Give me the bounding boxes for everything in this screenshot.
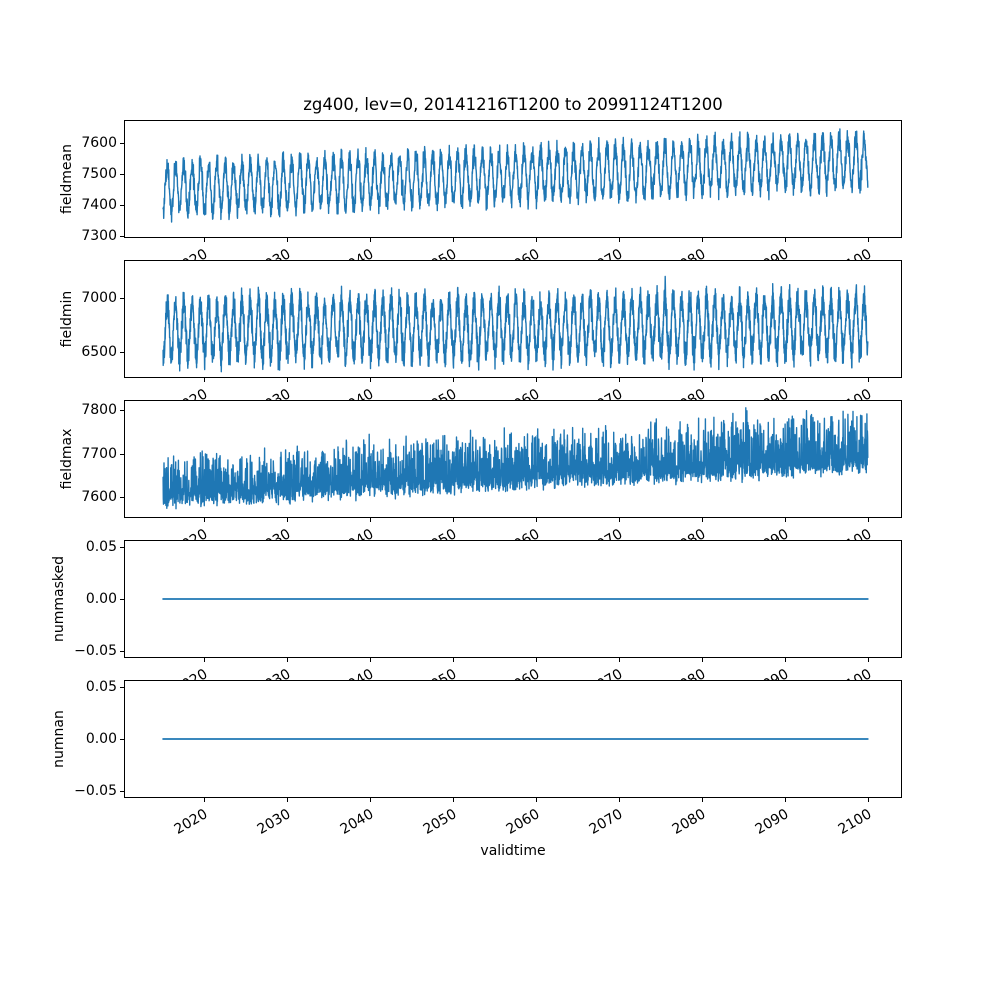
y-tick-mark: [120, 687, 124, 688]
y-tick-mark: [120, 497, 124, 498]
x-tick-mark: [204, 658, 205, 662]
subplot-fieldmin: [124, 260, 902, 378]
x-tick-label: 2030: [254, 806, 294, 838]
x-tick-mark: [287, 658, 288, 662]
y-tick-mark: [120, 651, 124, 652]
subplot-fieldmean: [124, 120, 902, 238]
x-tick-mark: [536, 658, 537, 662]
x-tick-label: 2070: [586, 806, 626, 838]
x-tick-mark: [785, 238, 786, 242]
y-tick-mark: [120, 410, 124, 411]
nummasked-ylabel: nummasked: [51, 556, 67, 643]
y-tick-label: 7300: [81, 228, 117, 244]
x-tick-mark: [287, 518, 288, 522]
fieldmin-series-line: [163, 277, 868, 372]
figure-title: zg400, lev=0, 20141216T1200 to 20991124T1200: [303, 95, 723, 114]
nummasked-plot-area: [125, 541, 901, 657]
x-tick-mark: [702, 798, 703, 802]
x-tick-mark: [287, 238, 288, 242]
x-tick-mark: [702, 658, 703, 662]
numnan-ylabel: numnan: [51, 710, 67, 768]
x-tick-mark: [370, 378, 371, 382]
x-tick-mark: [453, 378, 454, 382]
x-tick-label: 2060: [503, 806, 543, 838]
x-tick-mark: [702, 378, 703, 382]
x-tick-label: 2090: [752, 806, 792, 838]
x-tick-mark: [785, 518, 786, 522]
x-tick-mark: [702, 518, 703, 522]
y-tick-mark: [120, 236, 124, 237]
x-tick-mark: [619, 798, 620, 802]
y-tick-label: −0.05: [74, 643, 117, 659]
y-tick-label: 7700: [81, 446, 117, 462]
y-tick-mark: [120, 791, 124, 792]
x-tick-mark: [868, 658, 869, 662]
y-tick-label: 7400: [81, 197, 117, 213]
y-tick-label: 7000: [81, 290, 117, 306]
y-tick-label: 0.05: [85, 539, 117, 555]
y-tick-label: 7600: [81, 135, 117, 151]
x-tick-mark: [536, 518, 537, 522]
x-tick-label: 2020: [171, 806, 211, 838]
fieldmax-series-line: [163, 408, 868, 509]
subplot-nummasked: [124, 540, 902, 658]
x-tick-label: 2080: [669, 806, 709, 838]
y-tick-label: 7800: [81, 402, 117, 418]
fieldmax-plot-area: [125, 401, 901, 517]
x-tick-mark: [453, 798, 454, 802]
x-tick-mark: [619, 378, 620, 382]
x-tick-mark: [868, 518, 869, 522]
fieldmin-ylabel: fieldmin: [59, 290, 75, 348]
x-tick-mark: [453, 238, 454, 242]
x-tick-mark: [619, 658, 620, 662]
x-tick-mark: [868, 238, 869, 242]
x-tick-mark: [868, 378, 869, 382]
x-tick-mark: [287, 798, 288, 802]
x-tick-mark: [619, 518, 620, 522]
x-tick-mark: [204, 518, 205, 522]
x-tick-mark: [536, 798, 537, 802]
fieldmean-ylabel: fieldmean: [59, 144, 75, 214]
y-tick-label: 6500: [81, 344, 117, 360]
x-tick-mark: [536, 378, 537, 382]
y-tick-mark: [120, 739, 124, 740]
x-tick-label: 2050: [420, 806, 460, 838]
y-tick-label: 7600: [81, 489, 117, 505]
x-tick-mark: [785, 378, 786, 382]
y-tick-mark: [120, 205, 124, 206]
y-tick-label: −0.05: [74, 783, 117, 799]
y-tick-mark: [120, 599, 124, 600]
x-tick-mark: [370, 238, 371, 242]
fieldmax-ylabel: fieldmax: [59, 428, 75, 490]
y-tick-label: 0.00: [85, 731, 117, 747]
x-tick-mark: [204, 238, 205, 242]
x-tick-mark: [619, 238, 620, 242]
subplot-numnan: [124, 680, 902, 798]
x-axis-title: validtime: [480, 843, 546, 859]
y-tick-mark: [120, 352, 124, 353]
x-tick-label: 2100: [835, 806, 875, 838]
x-tick-mark: [453, 658, 454, 662]
x-tick-mark: [370, 518, 371, 522]
x-tick-mark: [204, 378, 205, 382]
x-tick-mark: [370, 798, 371, 802]
y-tick-mark: [120, 298, 124, 299]
subplot-fieldmax: [124, 400, 902, 518]
x-tick-mark: [204, 798, 205, 802]
y-tick-mark: [120, 143, 124, 144]
y-tick-mark: [120, 547, 124, 548]
x-tick-mark: [453, 518, 454, 522]
y-tick-label: 0.05: [85, 679, 117, 695]
fieldmean-plot-area: [125, 121, 901, 237]
x-tick-mark: [370, 658, 371, 662]
y-tick-mark: [120, 454, 124, 455]
fieldmin-plot-area: [125, 261, 901, 377]
y-tick-mark: [120, 174, 124, 175]
y-tick-label: 0.00: [85, 591, 117, 607]
y-tick-label: 7500: [81, 166, 117, 182]
fieldmean-series-line: [163, 129, 868, 222]
x-tick-mark: [287, 378, 288, 382]
x-tick-mark: [702, 238, 703, 242]
x-tick-mark: [785, 658, 786, 662]
x-tick-mark: [785, 798, 786, 802]
x-tick-mark: [536, 238, 537, 242]
x-tick-mark: [868, 798, 869, 802]
numnan-plot-area: [125, 681, 901, 797]
x-tick-label: 2040: [337, 806, 377, 838]
